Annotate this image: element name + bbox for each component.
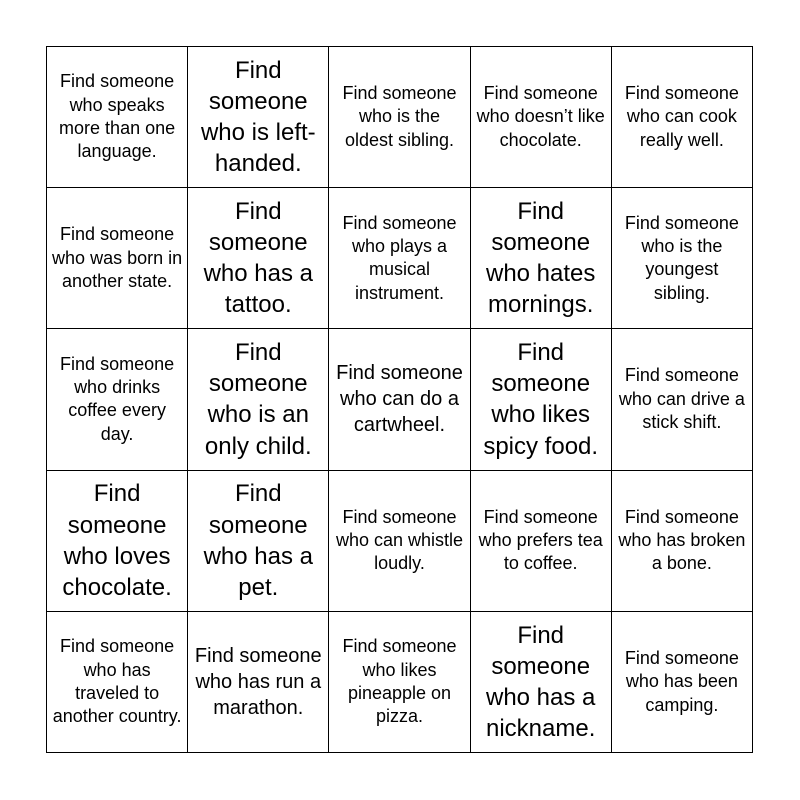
- bingo-cell[interactable]: [329, 612, 470, 753]
- bingo-cell[interactable]: [471, 329, 612, 470]
- bingo-cell[interactable]: [47, 612, 188, 753]
- bingo-cell-text: Find someone who can drive a stick shift.: [618, 365, 745, 433]
- bingo-cell-text: Find someone who doesn’t like chocolate.: [476, 83, 605, 150]
- bingo-cell-text: Find someone who is the oldest sibling.: [342, 83, 457, 150]
- bingo-cell-text: Find someone who has traveled to another country.: [52, 636, 182, 727]
- bingo-cell[interactable]: [471, 47, 612, 188]
- bingo-cell-text: Find someone who can cook really well.: [624, 83, 739, 150]
- bingo-cell-text: Find someone who loves chocolate.: [62, 480, 172, 601]
- bingo-cell-text: Find someone who is an only child.: [204, 339, 312, 460]
- bingo-cell-text: Find someone who can whistle loudly.: [335, 506, 464, 574]
- bingo-cell-text: Find someone who likes spicy food.: [483, 339, 599, 460]
- bingo-cell-text: Find someone who plays a musical instrument.: [342, 212, 457, 303]
- bingo-cell-text: Find someone who speaks more than one language.: [59, 71, 176, 162]
- bingo-cell[interactable]: [329, 329, 470, 470]
- bingo-cell-text: Find someone who can do a cartwheel.: [336, 362, 463, 437]
- bingo-cell[interactable]: [329, 47, 470, 188]
- bingo-cell-text: Find someone who is the youngest sibling.: [624, 212, 739, 303]
- bingo-cell[interactable]: [612, 471, 753, 612]
- bingo-cell-text: Find someone who has broken a bone.: [618, 506, 746, 574]
- bingo-cell-text: Find someone who is left-handed.: [200, 56, 316, 178]
- bingo-cell[interactable]: [612, 188, 753, 329]
- bingo-cell-text: Find someone who was born in another state.: [52, 224, 183, 291]
- bingo-cell[interactable]: [471, 612, 612, 753]
- bingo-cell[interactable]: [329, 188, 470, 329]
- bingo-cell[interactable]: [188, 47, 329, 188]
- bingo-cell[interactable]: [188, 188, 329, 329]
- bingo-cell-text: Find someone who prefers tea to coffee.: [478, 506, 603, 574]
- bingo-cell-text: Find someone who hates mornings.: [485, 197, 596, 319]
- bingo-cell[interactable]: [47, 471, 188, 612]
- bingo-cell-text: Find someone who has been camping.: [624, 647, 739, 715]
- bingo-cell[interactable]: [47, 47, 188, 188]
- bingo-cell[interactable]: [188, 329, 329, 470]
- bingo-cell[interactable]: [188, 612, 329, 753]
- bingo-cell[interactable]: [471, 471, 612, 612]
- bingo-cell-text: Find someone who has a nickname.: [485, 621, 596, 743]
- bingo-cell[interactable]: [471, 188, 612, 329]
- bingo-cell-text: Find someone who has run a marathon.: [194, 644, 322, 719]
- bingo-cell[interactable]: [188, 471, 329, 612]
- bingo-cell[interactable]: [47, 188, 188, 329]
- bingo-cell[interactable]: [612, 47, 753, 188]
- bingo-cell[interactable]: [612, 612, 753, 753]
- bingo-cell-text: Find someone who has a tattoo.: [203, 197, 313, 319]
- bingo-cell[interactable]: [612, 329, 753, 470]
- bingo-cell[interactable]: [47, 329, 188, 470]
- bingo-cell-text: Find someone who drinks coffee every day.: [60, 353, 175, 444]
- bingo-cell[interactable]: [329, 471, 470, 612]
- bingo-cell-text: Find someone who has a pet.: [203, 480, 313, 601]
- bingo-board: [46, 46, 753, 753]
- bingo-cell-text: Find someone who likes pineapple on pizza.: [342, 636, 457, 727]
